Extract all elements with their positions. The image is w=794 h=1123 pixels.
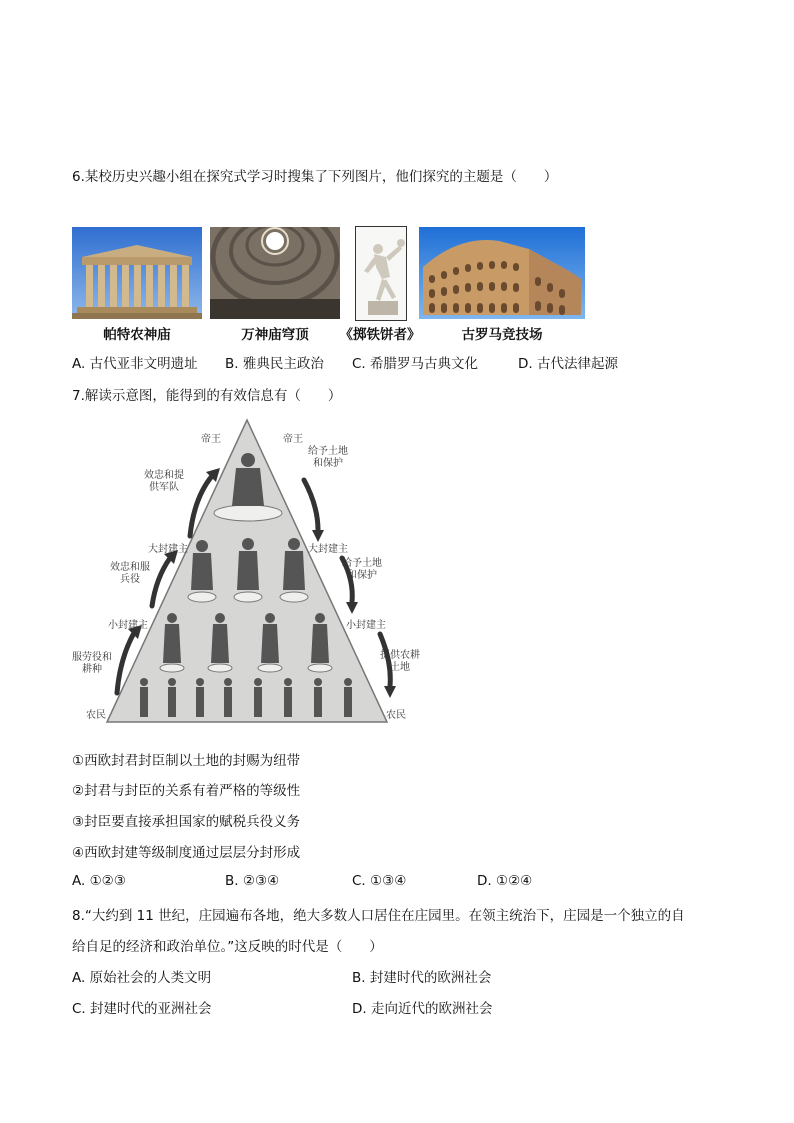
duty-label-great-lord: 效忠和提供军队 [144, 470, 184, 493]
rank-label-right-peasant: 农民 [386, 710, 406, 721]
q8-stem-line1: 8.“大约到 11 世纪，庄园遍布各地，绝大多数人口居住在庄园里。在领主统治下，庄园是一个独立的自 [72, 908, 685, 924]
q7-option-d[interactable]: D. ①②④ [477, 873, 533, 889]
duty-label-peasant: 服劳役和耕种 [72, 652, 112, 675]
q7-option-a[interactable]: A. ①②③ [72, 873, 126, 889]
grant-label-great-lord: 给予土地和保护 [342, 558, 382, 581]
q6-option-d[interactable]: D. 古代法律起源 [518, 356, 618, 372]
discobolus-image [355, 226, 407, 321]
q6-option-a[interactable]: A. 古代亚非文明遗址 [72, 356, 198, 372]
rank-label-left-great-lord: 大封建主 [148, 544, 188, 555]
pantheon-caption: 万神庙穹顶 [241, 327, 309, 343]
discobolus-caption: 《掷铁饼者》 [339, 327, 421, 343]
rank-label-left-minor-lord: 小封建主 [108, 620, 148, 631]
q7-option-c[interactable]: C. ①③④ [352, 873, 407, 889]
q6-option-b[interactable]: B. 雅典民主政治 [225, 356, 324, 372]
pantheon-dome-image [210, 227, 340, 319]
rank-label-right-great-lord: 大封建主 [308, 544, 348, 555]
grant-label-emperor: 给予土地和保护 [308, 446, 348, 469]
q7-statement-2: ②封君与封臣的关系有着严格的等级性 [72, 783, 301, 799]
q6-stem: 6.某校历史兴趣小组在探究式学习时搜集了下列图片，他们探究的主题是（ ） [72, 169, 558, 185]
rank-label-right-minor-lord: 小封建主 [346, 620, 386, 631]
rank-label-left-peasant: 农民 [86, 710, 106, 721]
parthenon-image [72, 227, 202, 319]
grant-label-minor-lord: 提供农耕土地 [380, 650, 420, 673]
q7-statement-3: ③封臣要直接承担国家的赋税兵役义务 [72, 814, 301, 830]
q7-option-b[interactable]: B. ②③④ [225, 873, 280, 889]
colosseum-caption: 古罗马竞技场 [461, 327, 543, 343]
rank-label-left-emperor: 帝王 [201, 434, 221, 445]
q6-option-c[interactable]: C. 希腊罗马古典文化 [352, 356, 479, 372]
q7-statement-4: ④西欧封建等级制度通过层层分封形成 [72, 845, 301, 861]
q8-option-a[interactable]: A. 原始社会的人类文明 [72, 970, 212, 986]
rank-label-right-emperor: 帝王 [283, 434, 303, 445]
q8-stem-line2: 给自足的经济和政治单位。”这反映的时代是（ ） [72, 939, 383, 955]
parthenon-caption: 帕特农神庙 [103, 327, 171, 343]
feudal-pyramid-diagram [72, 418, 422, 730]
colosseum-image [419, 227, 585, 319]
duty-label-minor-lord: 效忠和服兵役 [110, 562, 150, 585]
q7-statement-1: ①西欧封君封臣制以土地的封赐为纽带 [72, 753, 301, 769]
q7-stem: 7.解读示意图，能得到的有效信息有（ ） [72, 388, 342, 404]
q8-option-b[interactable]: B. 封建时代的欧洲社会 [352, 970, 492, 986]
q8-option-c[interactable]: C. 封建时代的亚洲社会 [72, 1001, 212, 1017]
q8-option-d[interactable]: D. 走向近代的欧洲社会 [352, 1001, 493, 1017]
